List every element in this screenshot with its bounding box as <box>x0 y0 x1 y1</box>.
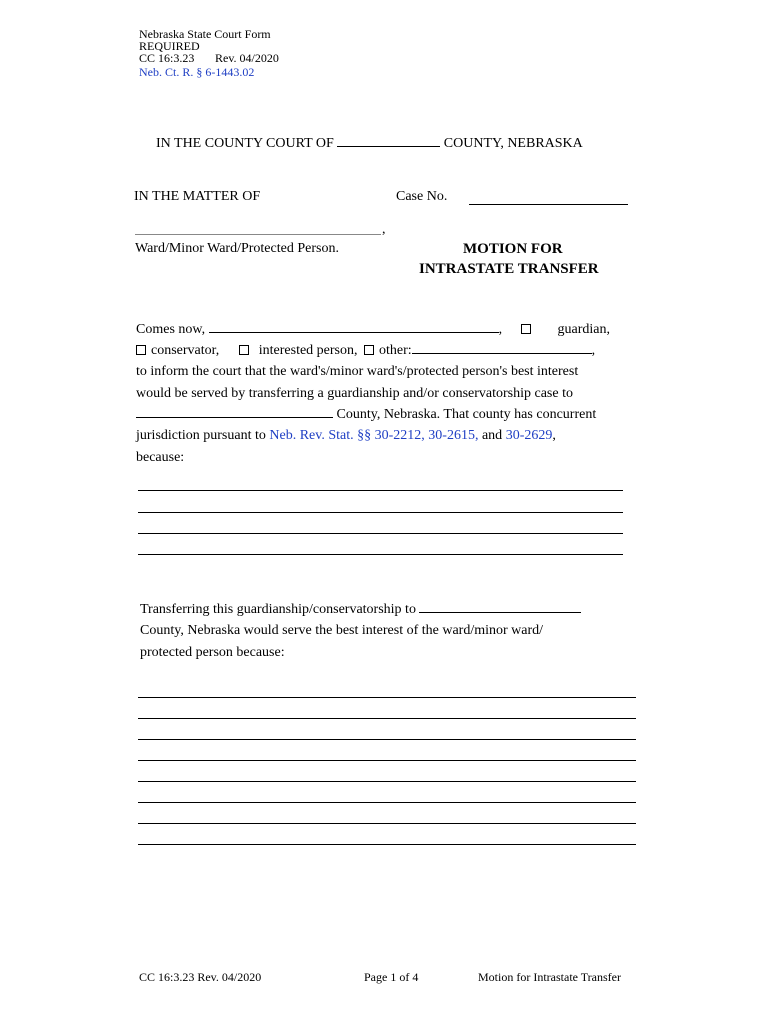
body-line-3: to inform the court that the ward's/minor ward's/protected person's best interest <box>136 364 579 379</box>
form-source: Nebraska State Court Form <box>139 27 271 41</box>
footer-form-title: Motion for Intrastate Transfer <box>478 970 621 984</box>
best-interest-line[interactable] <box>138 697 636 698</box>
body-line-5-text: County, Nebraska. That county has concurrent <box>336 407 597 422</box>
body-line-5 <box>136 407 596 423</box>
destination-county-field[interactable] <box>419 611 581 613</box>
reason-line[interactable] <box>138 490 623 491</box>
statute-and: and <box>481 428 503 443</box>
conservator-checkbox[interactable] <box>136 345 146 355</box>
interested-person-label: interested person, <box>258 343 358 358</box>
other-role-field[interactable] <box>412 352 592 354</box>
other-label: other: <box>379 343 412 358</box>
reason-line[interactable] <box>138 512 623 513</box>
best-interest-line[interactable] <box>138 739 636 740</box>
court-caption <box>156 136 583 152</box>
comes-now-label: Comes now, <box>136 322 206 337</box>
section2-line2: County, Nebraska would serve the best interest of the ward/minor ward/ <box>140 623 544 638</box>
other-checkbox[interactable] <box>364 345 374 355</box>
form-code: CC 16:3.23 <box>139 51 195 65</box>
statute-link-2[interactable]: 30-2629 <box>505 428 553 443</box>
footer-page-number: Page 1 of 4 <box>364 970 419 984</box>
ward-name-field[interactable] <box>135 234 381 235</box>
best-interest-line[interactable] <box>138 760 636 761</box>
conservator-label: conservator, <box>151 343 220 358</box>
comes-now-line <box>136 322 502 338</box>
footer-form-code: CC 16:3.23 Rev. 04/2020 <box>139 970 262 984</box>
county-name-field[interactable] <box>337 145 440 147</box>
because-label: because: <box>136 450 185 465</box>
transfer-county-field[interactable] <box>136 416 333 418</box>
case-number-label: Case No. <box>396 189 448 204</box>
court-caption-prefix: IN THE COUNTY COURT OF <box>156 136 334 151</box>
document-title-line1: MOTION FOR <box>463 241 563 257</box>
matter-label: IN THE MATTER OF <box>134 189 261 204</box>
best-interest-line[interactable] <box>138 844 636 845</box>
best-interest-line[interactable] <box>138 718 636 719</box>
best-interest-line[interactable] <box>138 802 636 803</box>
section2-prefix: Transferring this guardianship/conservatorship to <box>140 602 416 617</box>
court-rule-link[interactable]: Neb. Ct. R. § 6-1443.02 <box>139 65 255 79</box>
role-options-line <box>136 343 595 359</box>
section2-line3: protected person because: <box>140 645 285 660</box>
jurisdiction-label: jurisdiction pursuant to <box>136 428 266 443</box>
reason-line[interactable] <box>138 554 623 555</box>
form-revision: Rev. 04/2020 <box>215 51 279 65</box>
ward-name-comma: , <box>382 222 386 237</box>
case-number-field[interactable] <box>469 204 628 205</box>
statute-link[interactable]: Neb. Rev. Stat. §§ 30-2212, 30-2615, <box>269 428 479 443</box>
court-caption-suffix: COUNTY, NEBRASKA <box>443 136 583 151</box>
guardian-option[interactable] <box>521 322 610 338</box>
document-title-line2: INTRASTATE TRANSFER <box>419 261 599 277</box>
movant-name-field[interactable] <box>209 331 499 333</box>
guardian-label: guardian, <box>557 322 610 337</box>
best-interest-line[interactable] <box>138 781 636 782</box>
other-comma: , <box>591 343 596 358</box>
comes-now-comma: , <box>498 322 503 337</box>
section2-line1 <box>140 602 581 618</box>
form-required-label: REQUIRED <box>139 39 200 53</box>
interested-person-checkbox[interactable] <box>239 345 249 355</box>
body-line-4: would be served by transferring a guardianship and/or conservatorship case to <box>136 386 573 401</box>
best-interest-line[interactable] <box>138 823 636 824</box>
reason-line[interactable] <box>138 533 623 534</box>
ward-label: Ward/Minor Ward/Protected Person. <box>135 241 339 256</box>
statute-comma: , <box>552 428 556 443</box>
guardian-checkbox[interactable] <box>521 324 531 334</box>
body-line-6 <box>136 428 556 444</box>
